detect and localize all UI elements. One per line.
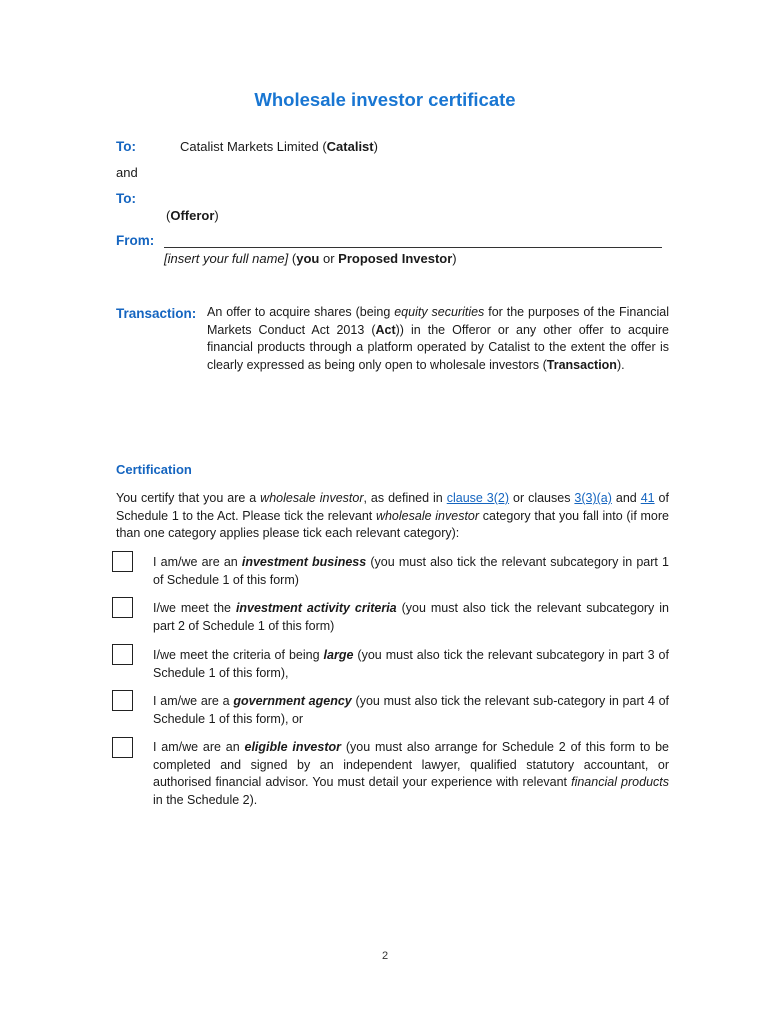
equity-securities-term: equity securities xyxy=(394,305,485,319)
to-label-2: To: xyxy=(116,191,136,206)
certification-heading: Certification xyxy=(116,462,192,477)
page-number: 2 xyxy=(381,950,389,962)
transaction-t1: An offer to acquire shares (being xyxy=(207,305,395,319)
cert-p3: or clauses xyxy=(509,491,575,505)
act-term: Act xyxy=(375,322,396,337)
from-hint-mid: ( xyxy=(288,251,297,266)
document-title: Wholesale investor certificate xyxy=(254,89,516,110)
option-investment-business xyxy=(153,554,669,589)
eligible-investor-checkbox[interactable] xyxy=(112,737,133,758)
option-1-pre: I am/we are an xyxy=(153,555,242,569)
option-1-term: investment business xyxy=(241,555,367,569)
proposed-investor-label: Proposed Investor xyxy=(338,251,453,266)
transaction-t4: ). xyxy=(616,357,625,372)
option-5-post2: in the Schedule 2). xyxy=(153,792,258,807)
clause-3-2-link[interactable]: clause 3(2) xyxy=(446,491,510,505)
option-1-post: (you must also tick the relevant subcategory in part 1 of Schedule 1 of this form) xyxy=(153,555,669,587)
option-5-term: eligible investor xyxy=(244,740,342,754)
cert-p2: , as defined in xyxy=(363,491,447,505)
option-4-post: (you must also tick the relevant sub-category in part 4 of Schedule 1 of this form), or xyxy=(153,694,670,726)
transaction-t2: for the purposes of the Financial Markets Conduct Act 2013 ( xyxy=(207,305,669,337)
recipient-name: Catalist Markets Limited ( xyxy=(180,139,327,154)
to-recipient-catalist xyxy=(180,139,378,154)
full-name-input-line[interactable] xyxy=(164,247,662,248)
option-eligible-investor xyxy=(153,739,669,809)
offeror-label: Offeror xyxy=(170,208,215,223)
to-label: To: xyxy=(116,139,136,154)
offeror-line xyxy=(166,208,219,223)
option-5-pre: I am/we are an xyxy=(153,740,245,754)
investment-business-checkbox[interactable] xyxy=(112,551,133,572)
recipient-close: ) xyxy=(373,139,378,154)
clause-3-3-a-link[interactable]: 3(3)(a) xyxy=(574,491,612,505)
you-label: you xyxy=(296,251,320,266)
option-2-term: investment activity criteria xyxy=(235,601,397,615)
option-3-pre: I/we meet the criteria of being xyxy=(153,648,324,662)
cert-p5: of Schedule 1 to the Act. Please tick the relevant xyxy=(116,491,669,523)
clause-41-link[interactable]: 41 xyxy=(640,491,655,505)
option-4-term: government agency xyxy=(233,694,352,708)
recipient-short-name: Catalist xyxy=(326,139,374,154)
offeror-open: ( xyxy=(166,208,171,223)
option-large xyxy=(153,647,669,682)
cert-p4: and xyxy=(611,491,641,505)
cert-p5-italic: wholesale investor xyxy=(375,508,480,523)
cert-p1: You certify that you are a xyxy=(116,491,261,505)
transaction-text xyxy=(207,304,669,374)
certification-intro xyxy=(116,490,669,543)
financial-products-term: financial products xyxy=(571,775,669,789)
cert-p1-italic: wholesale investor xyxy=(260,491,364,505)
transaction-term: Transaction xyxy=(546,357,617,372)
transaction-label: Transaction: xyxy=(116,306,197,321)
investment-activity-criteria-checkbox[interactable] xyxy=(112,597,133,618)
from-or: or xyxy=(319,251,339,266)
option-3-post: (you must also tick the relevant subcategory in part 3 of Schedule 1 of this form), xyxy=(153,648,669,680)
from-hint xyxy=(164,251,457,266)
option-2-post: (you must also tick the relevant subcategory in part 2 of Schedule 1 of this form) xyxy=(153,601,669,633)
option-4-pre: I am/we are a xyxy=(153,694,234,708)
transaction-t3: )) in the Offeror or any other offer to acquire financial products through a platform operated by Catalist to the extent the offer is clearly expressed as being only open to wholesale investors ( xyxy=(207,322,669,372)
from-label: From: xyxy=(116,233,155,248)
option-investment-activity-criteria xyxy=(153,600,669,635)
and-text: and xyxy=(116,165,138,180)
offeror-close: ) xyxy=(214,208,219,223)
government-agency-checkbox[interactable] xyxy=(112,690,133,711)
option-3-term: large xyxy=(323,648,354,662)
cert-p6: category that you fall into (if more than one category applies please tick each relevant category): xyxy=(116,508,669,540)
option-2-pre: I/we meet the xyxy=(153,601,236,615)
from-hint-italic: [insert your full name] xyxy=(164,251,289,266)
option-5-post: (you must also arrange for Schedule 2 of this form to be completed and signed by an independent lawyer, qualified statutory accountant, or authorised financial advisor. You must detail your experience with relevant xyxy=(153,740,670,789)
large-checkbox[interactable] xyxy=(112,644,133,665)
option-government-agency xyxy=(153,693,669,728)
from-close: ) xyxy=(452,251,457,266)
